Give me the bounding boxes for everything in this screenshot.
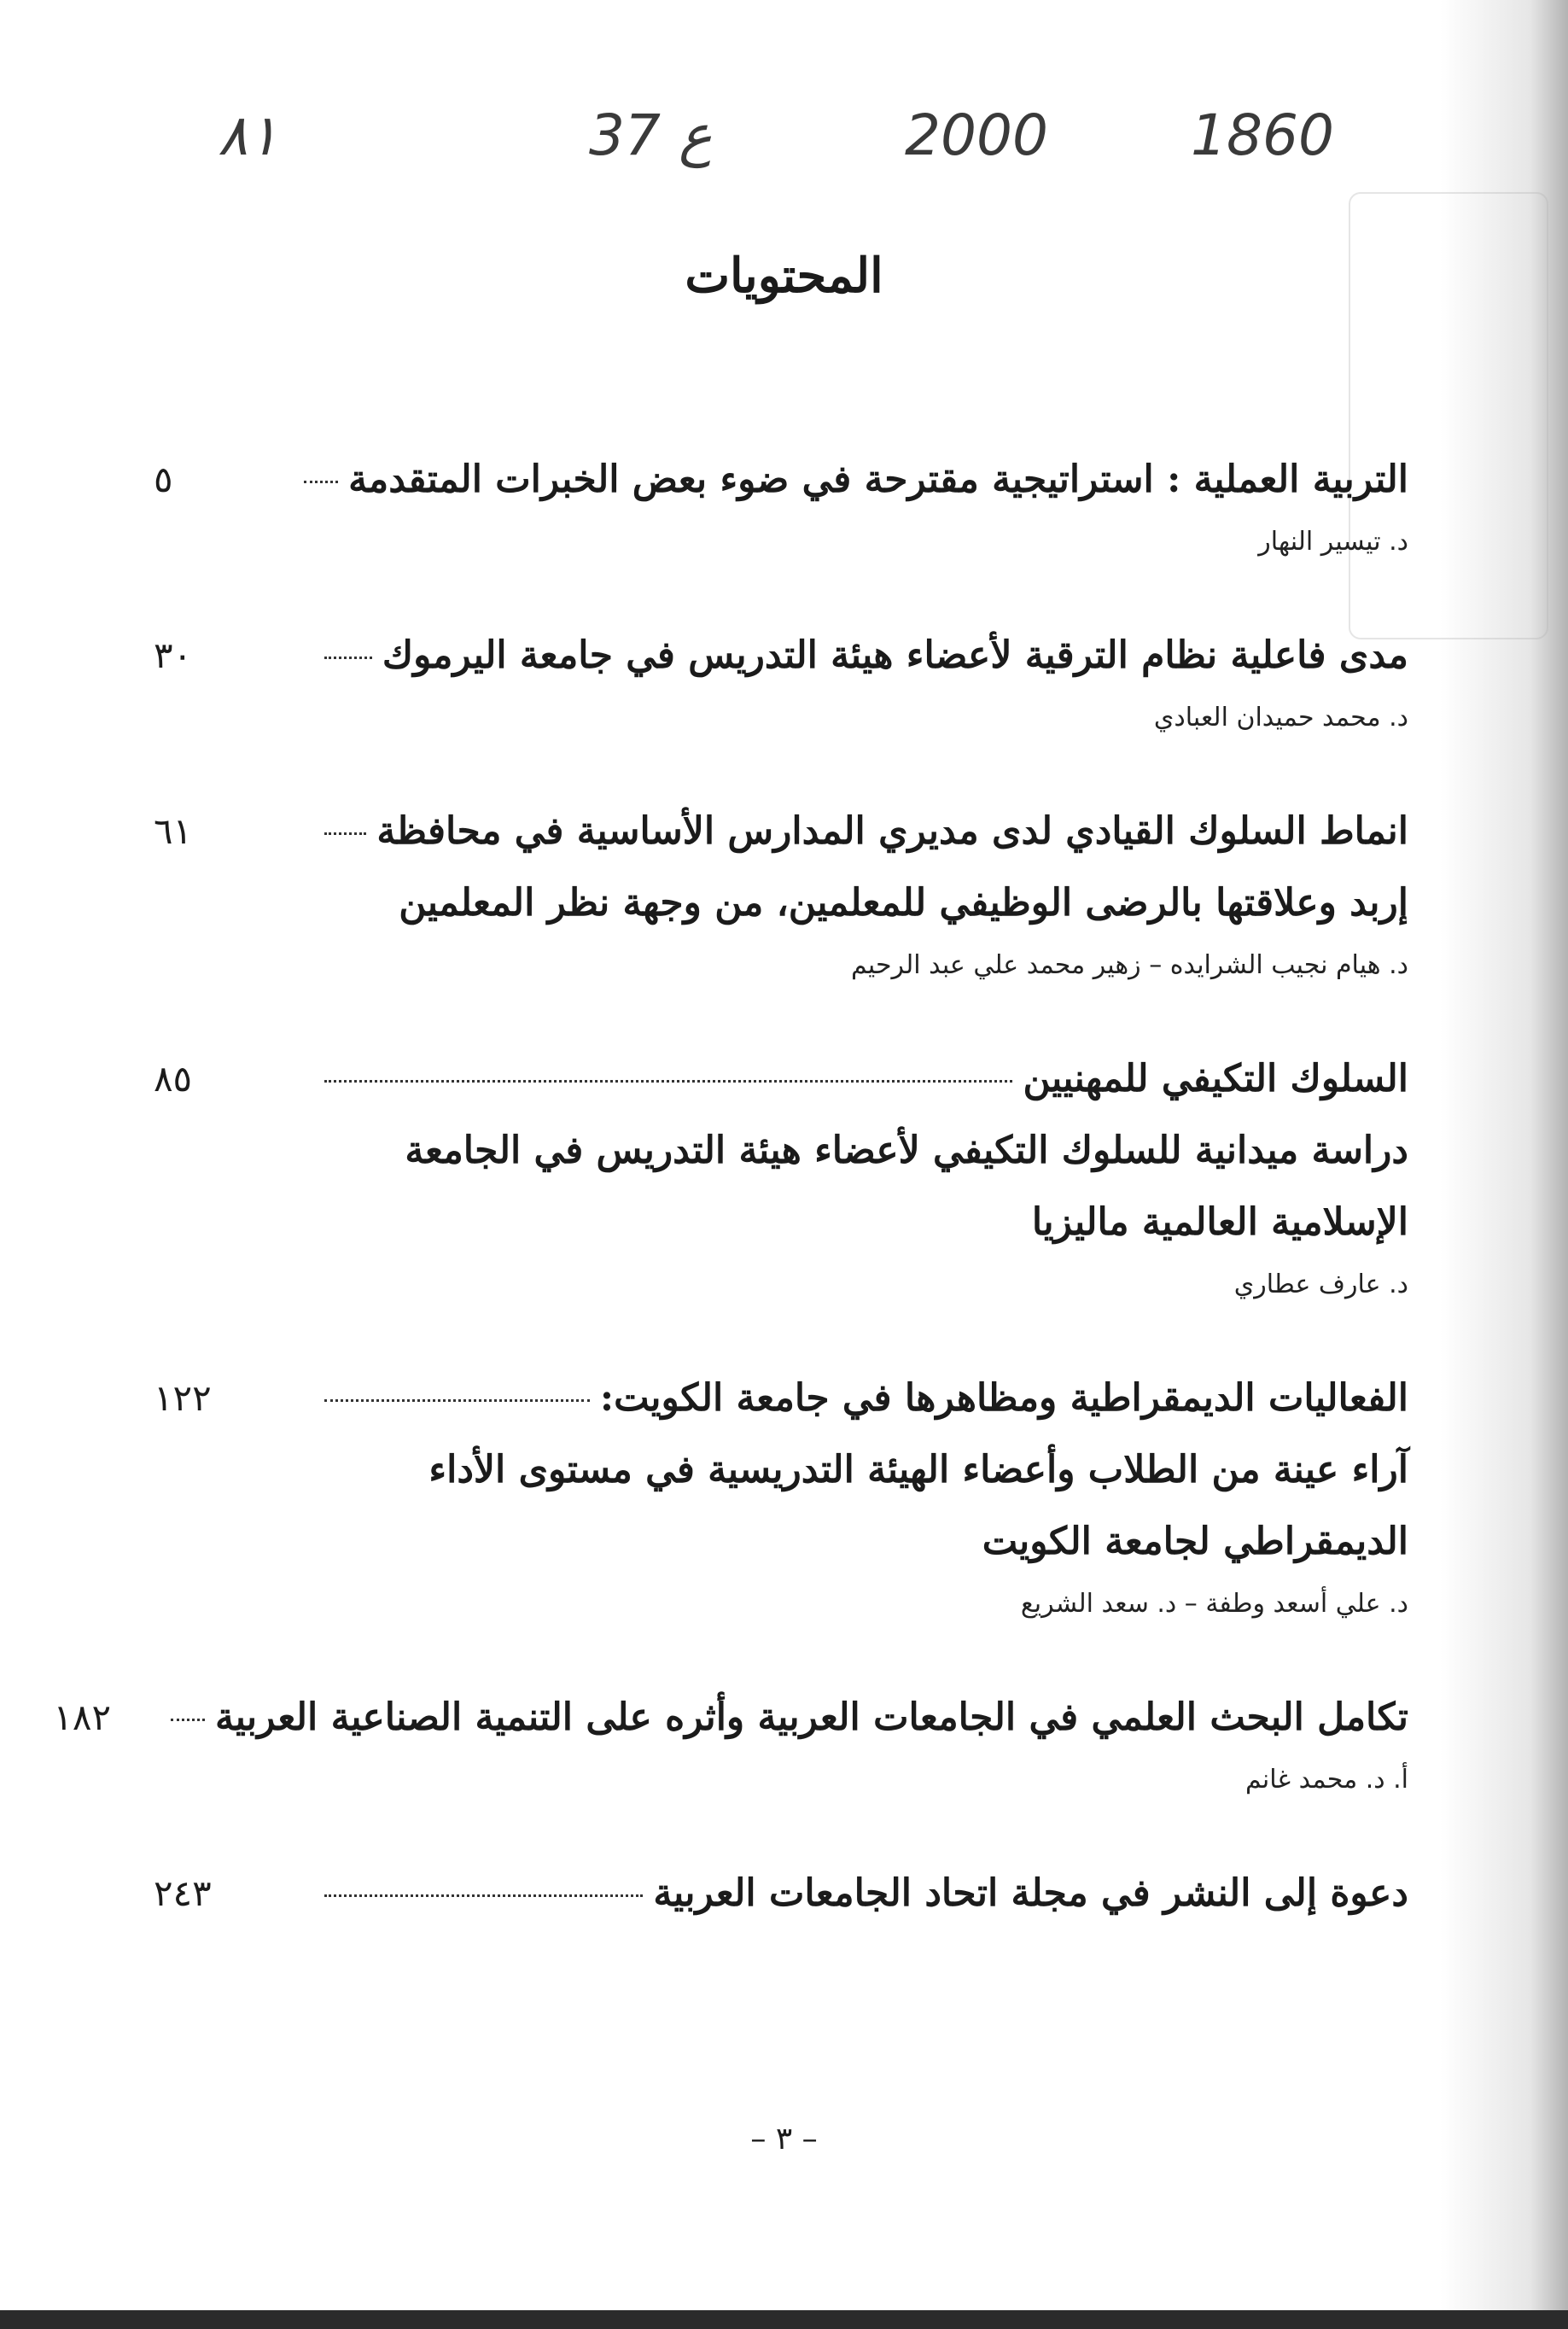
toc-entry-author: د. هيام نجيب الشرايده – زهير محمد علي عبد الرحيم	[850, 950, 1408, 980]
handwritten-note: ٨١	[218, 102, 278, 168]
toc-entry-title: مدى فاعلية نظام الترقية لأعضاء هيئة التدريس في جامعة اليرموك	[382, 633, 1408, 677]
toc-entry-title: السلوك التكيفي للمهنيين	[1023, 1057, 1408, 1100]
toc-page-number: ٣٠	[154, 634, 193, 676]
page-title: المحتويات	[685, 248, 883, 304]
toc-entry-line	[154, 1043, 1408, 1115]
toc-entry-title-continuation: إربد وعلاقتها بالرضى الوظيفي للمعلمين، من وجهة نظر المعلمين	[399, 881, 1408, 925]
toc-entry-author: د. علي أسعد وطفة – د. سعد الشريع	[1020, 1589, 1408, 1619]
toc-entry-line	[154, 796, 1408, 867]
toc-entry-author: د. عارف عطاري	[1233, 1270, 1408, 1299]
toc-entry-title: تكامل البحث العلمي في الجامعات العربية وأثره على التنمية الصناعية العربية	[215, 1696, 1408, 1739]
dot-leader	[304, 480, 338, 483]
toc-entry	[154, 620, 1408, 743]
toc-entry-author: د. تيسير النهار	[1258, 527, 1408, 557]
dot-leader	[171, 1718, 205, 1721]
toc-entry-line	[53, 1682, 1408, 1754]
handwritten-note: 2000	[905, 102, 1048, 168]
toc-entry	[154, 1858, 1408, 1929]
toc-page-number: ٥	[154, 458, 173, 500]
dot-leader	[324, 1894, 643, 1897]
toc-page-number: ٨٥	[154, 1058, 193, 1100]
dot-leader	[324, 1398, 590, 1402]
toc-entry-author: أ. د. محمد غانم	[1244, 1765, 1408, 1795]
toc-page-number: ٢٤٣	[154, 1872, 212, 1914]
handwritten-note: 37 ع	[589, 102, 713, 168]
dot-leader	[324, 1079, 1012, 1083]
toc-entry-title-continuation: الديمقراطي لجامعة الكويت	[982, 1520, 1408, 1563]
toc-entry-title-continuation: آراء عينة من الطلاب وأعضاء الهيئة التدريسية في مستوى الأداء	[428, 1448, 1408, 1491]
toc-page-number: ١٨٢	[53, 1696, 112, 1738]
scan-bottom-edge	[0, 2310, 1568, 2329]
toc-entry	[154, 444, 1408, 567]
toc-entry-title: التربية العملية : استراتيجية مقترحة في ضوء بعض الخبرات المتقدمة	[348, 458, 1408, 501]
toc-entry	[154, 1043, 1408, 1310]
toc-entry	[53, 1682, 1408, 1805]
toc-page-number: ٦١	[154, 810, 193, 852]
toc-entry-line	[154, 1363, 1408, 1434]
toc-entry	[154, 1363, 1408, 1629]
table-of-contents	[53, 444, 1408, 1982]
toc-page-number: ١٢٢	[154, 1377, 212, 1419]
toc-entry-title-continuation: دراسة ميدانية للسلوك التكيفي لأعضاء هيئة التدريس في الجامعة	[405, 1129, 1408, 1172]
toc-entry-title: دعوة إلى النشر في مجلة اتحاد الجامعات العربية	[653, 1871, 1408, 1915]
toc-entry-title-continuation: الإسلامية العالمية ماليزيا	[1031, 1200, 1408, 1244]
page-number-footer: – ٣ –	[750, 2122, 818, 2157]
dot-leader	[324, 832, 366, 835]
toc-entry-title: الفعاليات الديمقراطية ومظاهرها في جامعة الكويت:	[599, 1376, 1408, 1420]
toc-entry-title: انماط السلوك القيادي لدى مديري المدارس الأساسية في محافظة	[376, 809, 1408, 853]
toc-entry-line	[154, 1858, 1408, 1929]
toc-entry-line	[154, 444, 1408, 516]
toc-entry	[154, 796, 1408, 990]
toc-entry-line	[154, 620, 1408, 692]
toc-entry-author: د. محمد حميدان العبادي	[1153, 703, 1408, 733]
dot-leader	[324, 656, 372, 659]
handwritten-note: 1860	[1191, 102, 1334, 168]
